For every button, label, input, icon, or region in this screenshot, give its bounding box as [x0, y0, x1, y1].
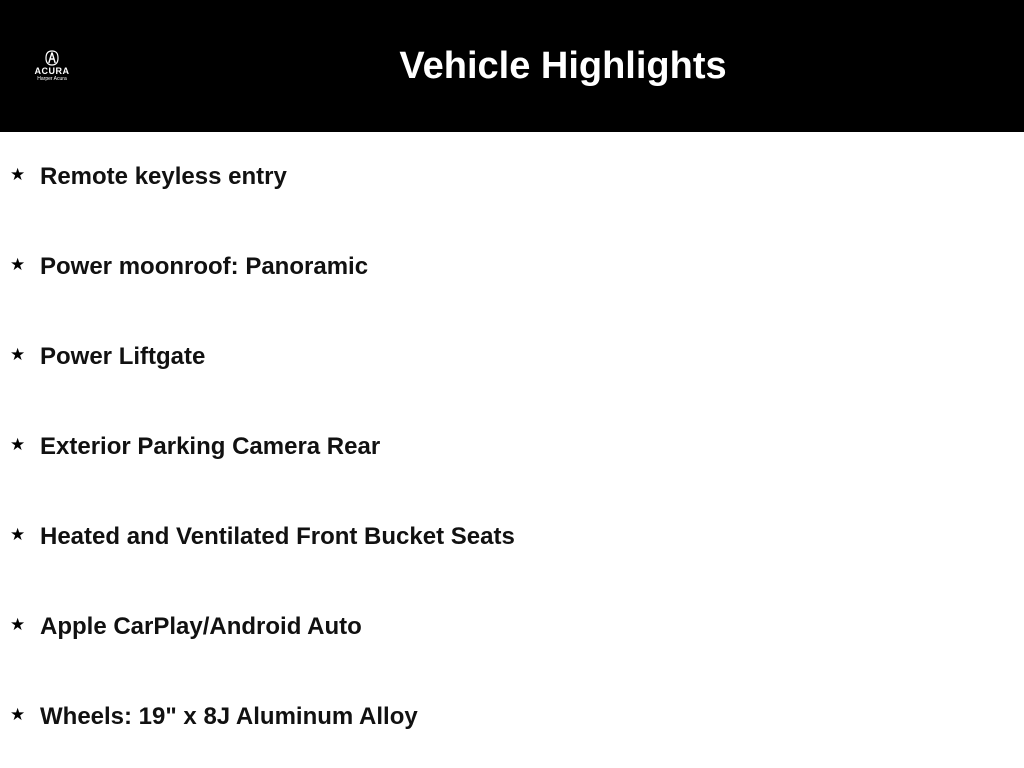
logo-dealer-text: Harper Acura — [37, 76, 67, 82]
highlight-label: Power moonroof: Panoramic — [40, 253, 369, 280]
star-icon: ★ — [10, 345, 26, 364]
star-icon: ★ — [10, 165, 26, 184]
highlight-label: Remote keyless entry — [40, 163, 287, 190]
list-item — [0, 312, 1024, 402]
highlight-label: Wheels: 19" x 8J Aluminum Alloy — [40, 703, 418, 730]
list-item — [0, 222, 1024, 312]
page-title: Vehicle Highlights — [399, 45, 727, 87]
highlights-list — [0, 132, 1024, 762]
list-item — [0, 402, 1024, 492]
highlight-label: Apple CarPlay/Android Auto — [40, 613, 362, 640]
list-item — [0, 582, 1024, 672]
highlight-label: Heated and Ventilated Front Bucket Seats — [40, 523, 515, 550]
highlight-label: Power Liftgate — [40, 343, 206, 370]
star-icon: ★ — [10, 705, 26, 724]
star-icon: ★ — [10, 615, 26, 634]
list-item — [0, 672, 1024, 762]
highlight-label: Exterior Parking Camera Rear — [40, 433, 381, 460]
list-item — [0, 132, 1024, 222]
list-item — [0, 492, 1024, 582]
star-icon: ★ — [10, 525, 26, 544]
star-icon: ★ — [10, 435, 26, 454]
logo-brand-text: ACURA — [34, 66, 70, 76]
star-icon: ★ — [10, 255, 26, 274]
header-bar — [0, 0, 1024, 132]
